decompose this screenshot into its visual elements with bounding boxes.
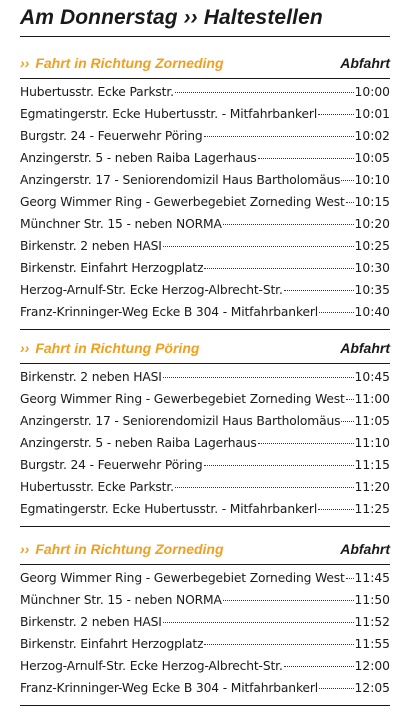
departure-time: 12:05 — [354, 681, 390, 695]
table-row — [20, 476, 390, 498]
table-row — [20, 191, 390, 213]
table-row — [20, 633, 390, 655]
table-row — [20, 454, 390, 476]
departure-time: 10:30 — [354, 261, 390, 275]
dot-leader — [319, 688, 353, 689]
table-row — [20, 257, 390, 279]
dot-leader — [163, 622, 354, 623]
stop-name: Hubertusstr. Ecke Parkstr. — [20, 480, 174, 494]
stop-name: Burgstr. 24 - Feuerwehr Pöring — [20, 458, 203, 472]
column-header-departure: Abfahrt — [340, 541, 390, 557]
departure-time: 10:01 — [354, 107, 390, 121]
dot-leader — [204, 644, 353, 645]
departure-time: 10:35 — [354, 283, 390, 297]
section-heading: Fahrt in Richtung Zorneding — [35, 541, 224, 557]
stop-name: Herzog-Arnulf-Str. Ecke Herzog-Albrecht-Str. — [20, 659, 283, 673]
section-title — [20, 55, 224, 71]
dot-leader — [284, 666, 354, 667]
dot-leader — [204, 465, 354, 466]
table-row — [20, 81, 390, 103]
section-end-divider — [20, 329, 390, 330]
column-header-departure: Abfahrt — [340, 55, 390, 71]
title-divider — [20, 36, 390, 37]
section-zorneding-1 — [20, 54, 390, 330]
dot-leader — [204, 136, 354, 137]
section-title — [20, 541, 224, 557]
section-heading: Fahrt in Richtung Zorneding — [35, 55, 224, 71]
departure-time: 12:00 — [354, 659, 390, 673]
table-row — [20, 301, 390, 323]
dot-leader — [163, 246, 354, 247]
departure-time: 10:45 — [354, 370, 390, 384]
table-row — [20, 567, 390, 589]
stop-name: Münchner Str. 15 - neben NORMA — [20, 217, 222, 231]
departure-time: 11:52 — [354, 615, 390, 629]
table-row — [20, 147, 390, 169]
dot-leader — [223, 600, 354, 601]
departure-time: 11:55 — [354, 637, 390, 651]
section-poering — [20, 339, 390, 527]
table-row — [20, 169, 390, 191]
page-title: Am Donnerstag ›› Haltestellen — [20, 6, 323, 29]
stop-name: Egmatingerstr. Ecke Hubertusstr. - Mitfahrbankerl — [20, 107, 318, 121]
section-divider — [20, 564, 390, 565]
table-row — [20, 677, 390, 699]
stop-name: Georg Wimmer Ring - Gewerbegebiet Zorneding West — [20, 571, 345, 585]
stop-name: Birkenstr. 2 neben HASI — [20, 239, 162, 253]
section-divider — [20, 363, 390, 364]
stop-list — [20, 366, 390, 520]
table-row — [20, 279, 390, 301]
dot-leader — [204, 268, 353, 269]
section-header — [20, 339, 390, 357]
dot-leader — [346, 578, 354, 579]
departure-time: 10:20 — [354, 217, 390, 231]
table-row — [20, 388, 390, 410]
table-row — [20, 611, 390, 633]
departure-time: 10:02 — [354, 129, 390, 143]
dot-leader — [346, 399, 354, 400]
departure-time: 11:20 — [354, 480, 390, 494]
section-zorneding-2 — [20, 540, 390, 706]
table-row — [20, 213, 390, 235]
stop-name: Franz-Krinninger-Weg Ecke B 304 - Mitfahrbankerl — [20, 305, 319, 319]
departure-time: 11:15 — [354, 458, 390, 472]
dot-leader — [318, 114, 353, 115]
dot-leader — [175, 487, 354, 488]
table-row — [20, 235, 390, 257]
departure-time: 11:00 — [354, 392, 390, 406]
stop-name: Anzingerstr. 17 - Seniorendomizil Haus Bartholomäus — [20, 173, 341, 187]
stop-name: Anzingerstr. 5 - neben Raiba Lagerhaus — [20, 436, 257, 450]
stop-name: Birkenstr. Einfahrt Herzogplatz — [20, 637, 204, 651]
departure-time: 11:10 — [354, 436, 390, 450]
section-end-divider — [20, 705, 390, 706]
stop-name: Anzingerstr. 5 - neben Raiba Lagerhaus — [20, 151, 257, 165]
section-header — [20, 54, 390, 72]
departure-time: 10:40 — [354, 305, 390, 319]
stop-name: Herzog-Arnulf-Str. Ecke Herzog-Albrecht-Str. — [20, 283, 283, 297]
dot-leader — [318, 509, 353, 510]
double-chevron-icon: ›› — [20, 340, 30, 356]
section-divider — [20, 78, 390, 79]
departure-time: 10:05 — [354, 151, 390, 165]
dot-leader — [258, 443, 354, 444]
dot-leader — [346, 202, 354, 203]
departure-time: 10:15 — [354, 195, 390, 209]
stop-list — [20, 567, 390, 699]
section-heading: Fahrt in Richtung Pöring — [35, 340, 200, 356]
table-row — [20, 125, 390, 147]
section-end-divider — [20, 526, 390, 527]
stop-name: Birkenstr. Einfahrt Herzogplatz — [20, 261, 204, 275]
dot-leader — [319, 312, 353, 313]
dot-leader — [223, 224, 354, 225]
departure-time: 11:45 — [354, 571, 390, 585]
stop-name: Anzingerstr. 17 - Seniorendomizil Haus Bartholomäus — [20, 414, 341, 428]
double-chevron-icon: ›› — [20, 541, 30, 557]
departure-time: 11:25 — [354, 502, 390, 516]
table-row — [20, 366, 390, 388]
table-row — [20, 589, 390, 611]
table-row — [20, 498, 390, 520]
stop-name: Birkenstr. 2 neben HASI — [20, 615, 162, 629]
schedule-page — [20, 0, 390, 695]
dot-leader — [284, 290, 354, 291]
table-row — [20, 655, 390, 677]
stop-name: Franz-Krinninger-Weg Ecke B 304 - Mitfahrbankerl — [20, 681, 319, 695]
dot-leader — [163, 377, 354, 378]
stop-name: Burgstr. 24 - Feuerwehr Pöring — [20, 129, 203, 143]
stop-name: Birkenstr. 2 neben HASI — [20, 370, 162, 384]
dot-leader — [341, 421, 353, 422]
departure-time: 10:10 — [354, 173, 390, 187]
dot-leader — [258, 158, 354, 159]
departure-time: 11:50 — [354, 593, 390, 607]
dot-leader — [341, 180, 353, 181]
stop-name: Egmatingerstr. Ecke Hubertusstr. - Mitfahrbankerl — [20, 502, 318, 516]
dot-leader — [175, 92, 354, 93]
table-row — [20, 410, 390, 432]
departure-time: 10:25 — [354, 239, 390, 253]
stop-name: Georg Wimmer Ring - Gewerbegebiet Zorneding West — [20, 392, 345, 406]
table-row — [20, 432, 390, 454]
section-title — [20, 340, 199, 356]
table-row — [20, 103, 390, 125]
column-header-departure: Abfahrt — [340, 340, 390, 356]
stop-list — [20, 81, 390, 323]
double-chevron-icon: ›› — [20, 55, 30, 71]
stop-name: Münchner Str. 15 - neben NORMA — [20, 593, 222, 607]
section-header — [20, 540, 390, 558]
stop-name: Georg Wimmer Ring - Gewerbegebiet Zorneding West — [20, 195, 345, 209]
departure-time: 10:00 — [354, 85, 390, 99]
departure-time: 11:05 — [354, 414, 390, 428]
stop-name: Hubertusstr. Ecke Parkstr. — [20, 85, 174, 99]
